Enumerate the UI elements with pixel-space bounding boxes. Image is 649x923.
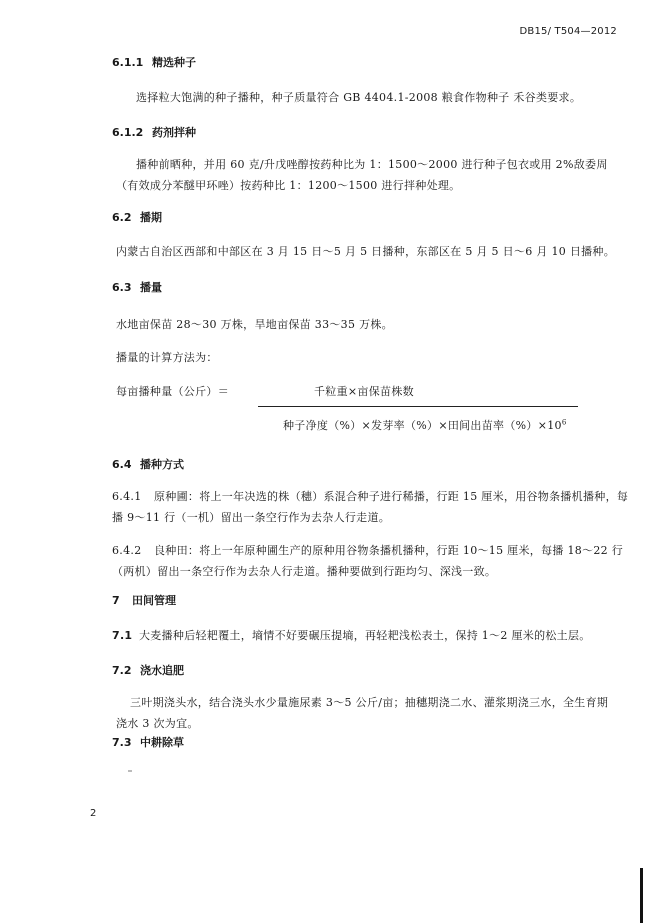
heading-6-1-1	[112, 54, 196, 70]
fraction-bar	[258, 406, 578, 407]
heading-number: 7	[112, 594, 120, 607]
standard-number: DB15/ T504—2012	[519, 26, 617, 37]
formula-denominator	[283, 417, 567, 433]
paragraph-7-2: 三叶期浇头水，结合浇头水少量施尿素 3～5 公斤/亩；抽穗期浇二水、灌浆期浇三水，全生育期浇水 3 次为宜。	[116, 696, 609, 730]
heading-title: 精选种子	[152, 56, 196, 69]
paragraph-number: 6.4.2	[112, 544, 142, 557]
heading-number: 6.2	[112, 211, 132, 224]
paragraph-number: 7.1	[112, 629, 133, 642]
paragraph-7-1	[112, 627, 591, 643]
scan-edge-mark	[640, 868, 643, 923]
heading-title: 田间管理	[132, 594, 176, 607]
heading-6-4	[112, 456, 184, 472]
paragraph-6-4-1	[112, 486, 632, 528]
paragraph-6-3-a: 水地亩保苗 28～30 万株，旱地亩保苗 33～35 万株。	[116, 318, 393, 331]
heading-title: 播期	[140, 211, 162, 224]
formula-exponent: 6	[561, 418, 567, 427]
paragraph-6-2: 内蒙古自治区西部和中部区在 3 月 15 日～5 月 5 日播种，东部区在 5 月 5 日～6 月 10 日播种。	[116, 245, 616, 258]
heading-number: 6.1.2	[112, 126, 144, 139]
paragraph-6-3-b: 播量的计算方法为：	[116, 351, 218, 364]
paragraph-6-1-2: 播种前晒种，并用 60 克/升戊唑醇按药种比为 1：1500～2000 进行种子包衣或用 2%敌委周（有效成分苯醚甲环唑）按药种比 1：1200～1500 进行拌种处理。	[116, 158, 608, 192]
paragraph-6-4-2	[112, 540, 632, 582]
heading-number: 7.3	[112, 736, 132, 749]
paragraph-number: 6.4.1	[112, 490, 142, 503]
paragraph-text: 原种圃：将上一年决选的株（穗）系混合种子进行稀播，行距 15 厘米，用谷物条播机播种，每播 9～11 行（一机）留出一条空行作为去杂人行走道。	[112, 490, 629, 524]
formula-denominator-text: 种子净度（%）×发芽率（%）×田间出苗率（%）×10	[283, 419, 562, 432]
heading-7	[112, 592, 176, 608]
heading-number: 6.1.1	[112, 56, 144, 69]
heading-title: 播量	[140, 281, 162, 294]
heading-number: 6.3	[112, 281, 132, 294]
formula-left-side: 每亩播种量（公斤）＝	[116, 385, 229, 398]
heading-title: 浇水追肥	[140, 664, 184, 677]
heading-7-2	[112, 662, 184, 678]
paragraph-6-1-1: 选择粒大饱满的种子播种，种子质量符合 GB 4404.1-2008 粮食作物种子 禾谷类要求。	[136, 91, 582, 104]
heading-title: 药剂拌种	[152, 126, 196, 139]
page-number: 2	[90, 808, 97, 819]
formula-numerator: 千粒重×亩保苗株数	[314, 385, 414, 398]
heading-6-1-2	[112, 124, 196, 140]
paragraph-text: 大麦播种后轻耙覆土，墒情不好要碾压提墒，再轻耙浅松表土，保持 1～2 厘米的松土层。	[139, 629, 591, 642]
heading-title: 中耕除草	[140, 736, 184, 749]
heading-6-2	[112, 209, 162, 225]
scan-speck	[128, 770, 132, 772]
heading-number: 7.2	[112, 664, 132, 677]
heading-number: 6.4	[112, 458, 132, 471]
heading-6-3	[112, 279, 162, 295]
heading-7-3	[112, 734, 184, 750]
paragraph-text: 良种田：将上一年原种圃生产的原种用谷物条播机播种，行距 10～15 厘米，每播 18～22 行（两机）留出一条空行作为去杂人行走道。播种要做到行距均匀、深浅一致。	[112, 544, 624, 578]
heading-title: 播种方式	[140, 458, 184, 471]
